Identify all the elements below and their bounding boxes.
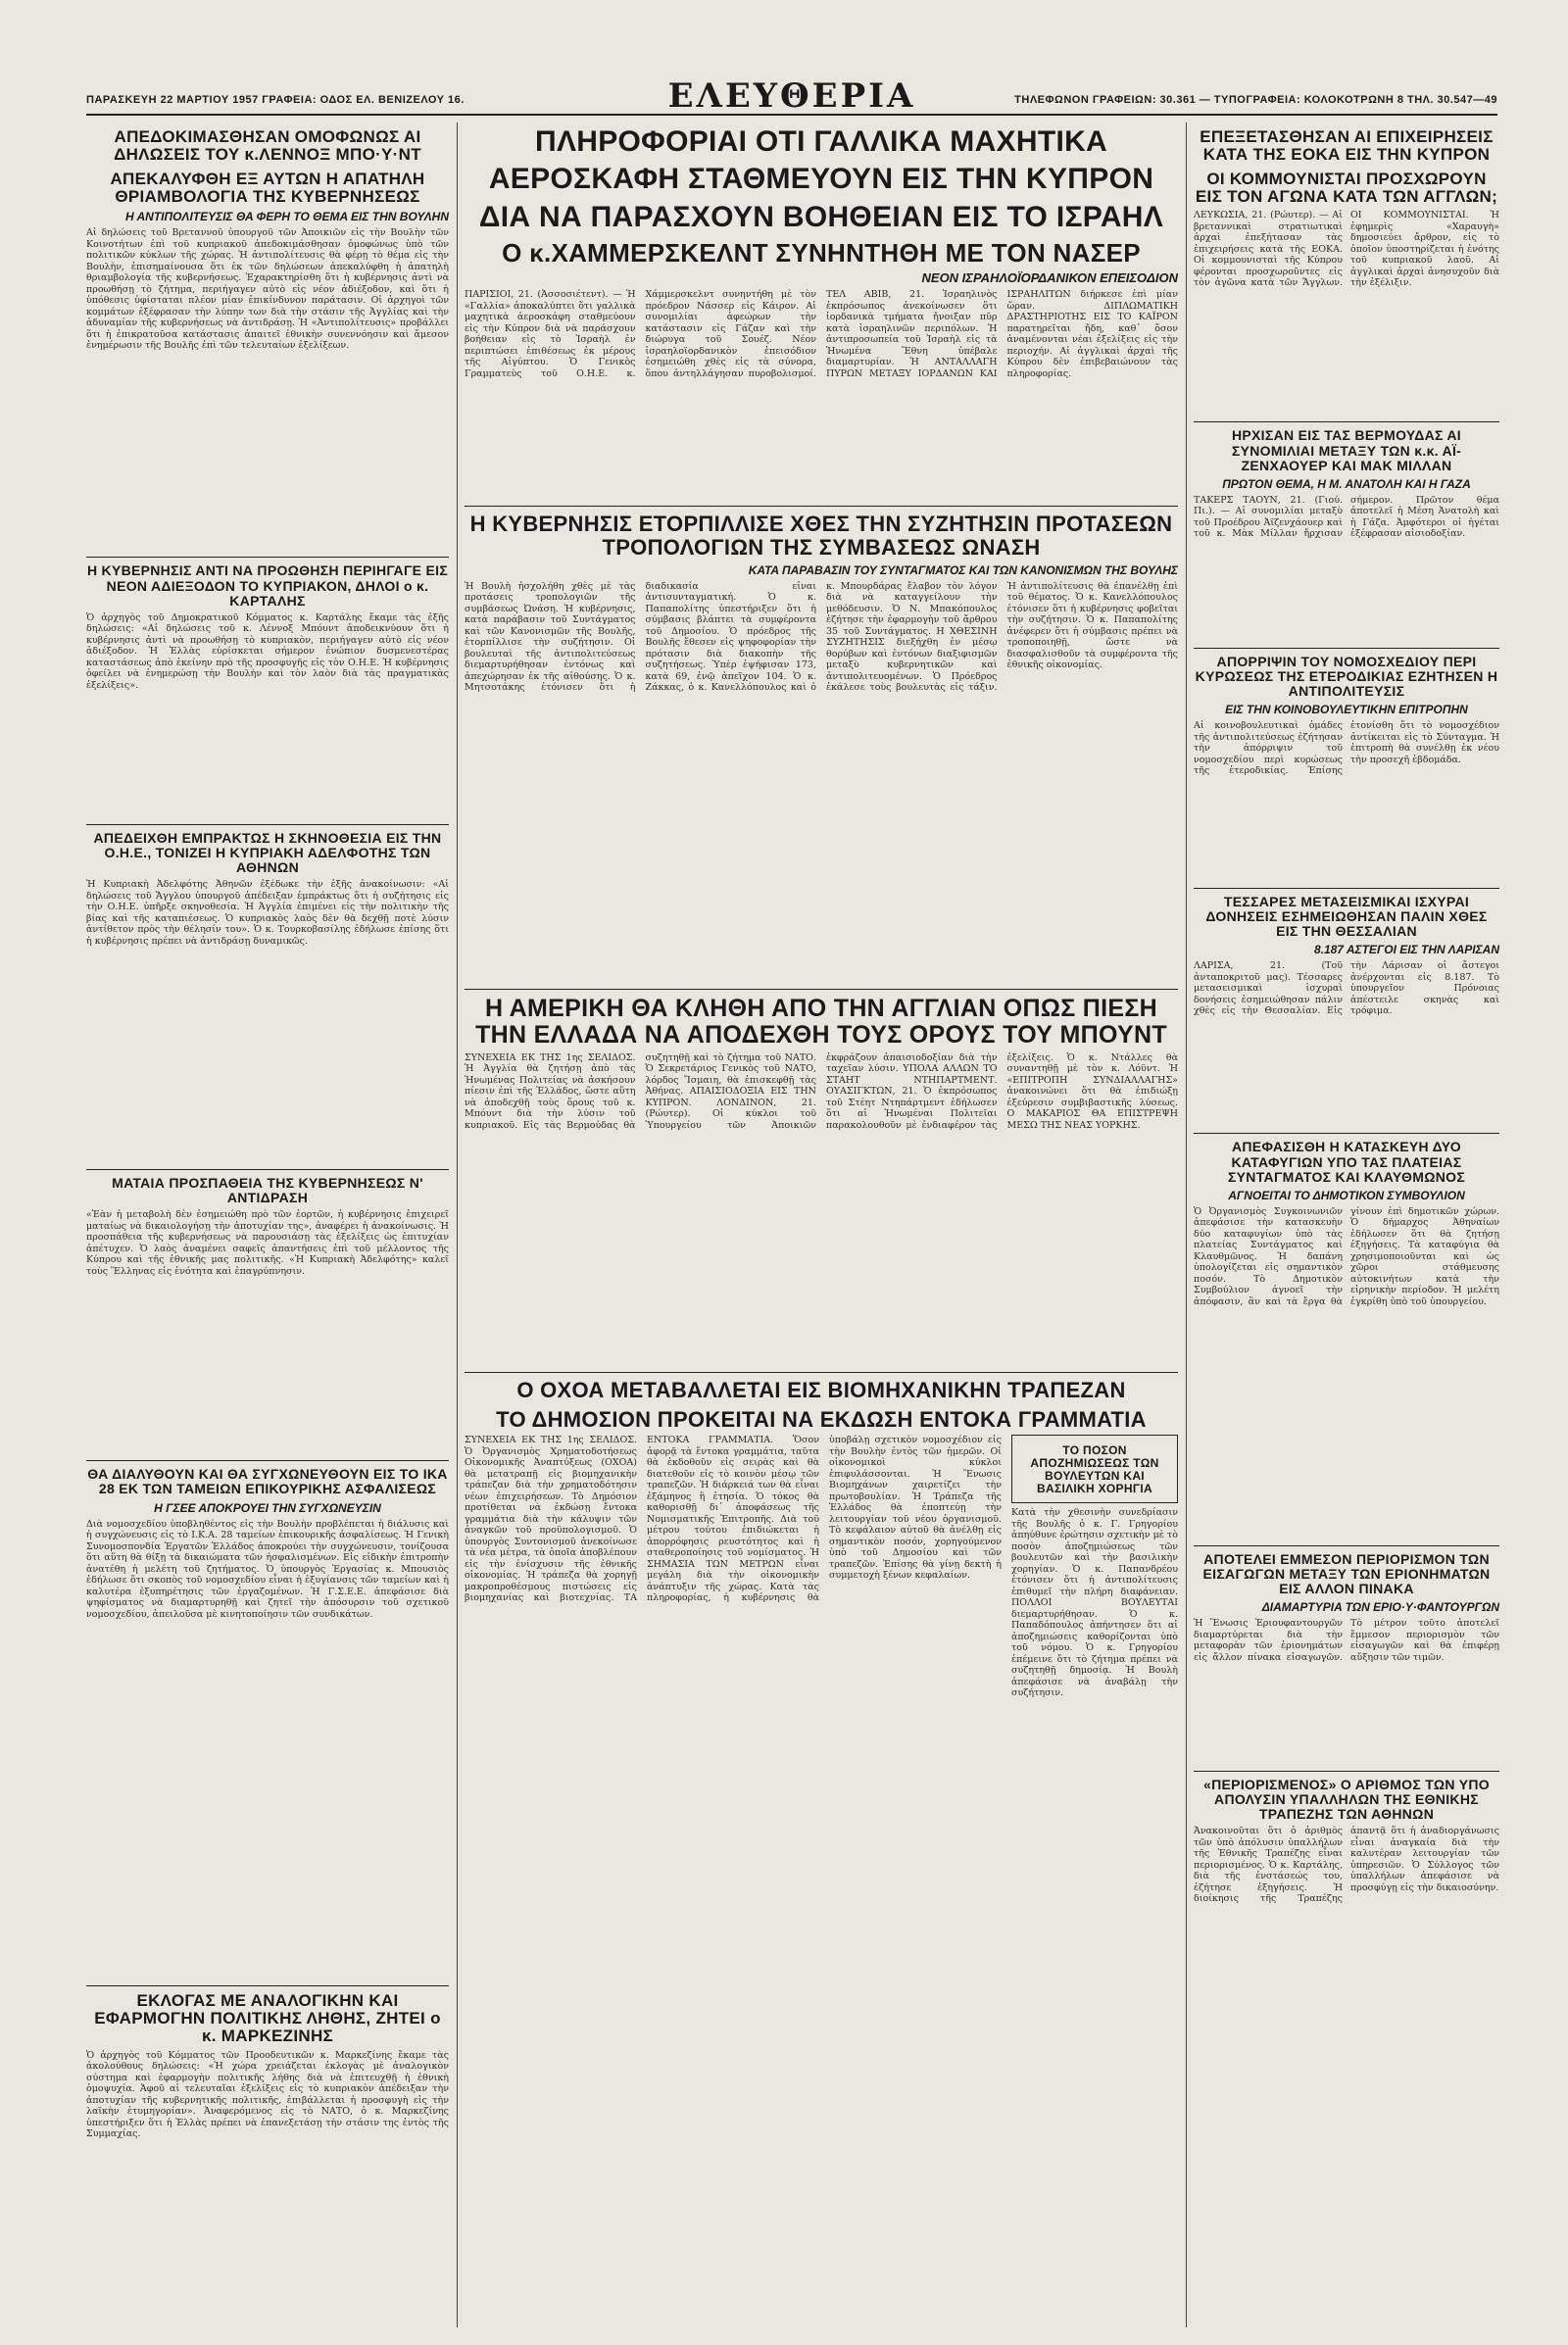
headline-communists: ΟΙ ΚΟΜΜΟΥΝΙΣΤΑΙ ΠΡΟΣΧΩΡΟΥΝ ΕΙΣ ΤΟΝ ΑΓΩΝΑ ΚΑΤΑ ΤΩΝ ΑΓΓΛΩΝ;	[1195, 169, 1498, 207]
headline-ika-merger: ΘΑ ΔΙΑΛΥΘΟΥΝ ΚΑΙ ΘΑ ΣΥΓΧΩΝΕΥΘΟΥΝ ΕΙΣ ΤΟ ΙΚΑ 28 ΕΚ ΤΩΝ ΤΑΜΕΙΩΝ ΕΠΙΚΟΥΡΙΚΗΣ ΑΣΦΑΛΙΣΕΩΣ	[87, 1466, 448, 1497]
headline-kartalis: Η ΚΥΒΕΡΝΗΣΙΣ ΑΝΤΙ ΝΑ ΠΡΟΩΘΗΣΗ ΠΕΡΙΗΓΑΓΕ ΕΙΣ ΝΕΟΝ ΑΔΙΕΞΟΔΟΝ ΤΟ ΚΥΠΡΙΑΚΟΝ, ΔΗΛΟΙ ο κ. ΚΑΡΤΑΛΗΣ	[86, 562, 449, 609]
masthead	[86, 76, 1497, 116]
banner-line-1: ΠΛΗΡΟΦΟΡΙΑΙ ΟΤΙ ΓΑΛΛΙΚΑ ΜΑΧΗΤΙΚΑ	[534, 125, 1108, 158]
article-body: «Ἐὰν ἡ μεταβολὴ δὲν ἐσημειώθη πρὸ τῶν ἑορτῶν, ἡ κυβέρνησις ἐπιχειρεῖ ματαίως νὰ δικαιολογήσῃ τὴν ἀποτυχίαν της», ἀναφέρει ἡ ἀνακοίνωσις. Ἡ προσπάθεια τῆς κυβερνήσεως νὰ παρουσιάσῃ τὰς ἐξελίξεις ὡς ἐπιτυχίαν ἀπέτυχεν. Ὁ λαὸς ἀναμένει σαφεῖς ἀπαντήσεις ἐπὶ τοῦ μέλλοντος τῆς Κύπρου καὶ τῆς ἐθνικῆς μας πολιτικῆς. «Ἡ Κυπριακὴ Ἀδελφότης» καλεῖ τοὺς Ἕλληνας εἰς ἑνότητα καὶ ἐπαγρύπνησιν.	[86, 1209, 449, 1277]
headline-treasury-bills: ΤΟ ΔΗΜΟΣΙΟΝ ΠΡΟΚΕΙΤΑΙ ΝΑ ΕΚΔΩΣΗ ΕΝΤΟΚΑ ΓΡΑΜΜΑΤΙΑ	[496, 1406, 1147, 1432]
left-column	[86, 122, 449, 2327]
headline-cypriot-brotherhood: ΑΠΕΔΕΙΧΘΗ ΕΜΠΡΑΚΤΩΣ Η ΣΚΗΝΟΘΕΣΙΑ ΕΙΣ ΤΗΝ Ο.Η.Ε., ΤΟΝΙΖΕΙ Η ΚΥΠΡΙΑΚΗ ΑΔΕΛΦΟΤΗΣ ΤΩΝ ΑΘΗΝΩΝ	[93, 829, 442, 875]
headline-futile-effort: ΜΑΤΑΙΑ ΠΡΟΣΠΑΘΕΙΑ ΤΗΣ ΚΥΒΕΡΝΗΣΕΩΣ Ν' ΑΝΤΙΔΡΑΣΗ	[112, 1175, 423, 1206]
banner-line-4: Ο κ.ΧΑΜΜΕΡΣΚΕΛΝΤ ΣΥΝΗΝΤΗΘΗ ΜΕ ΤΟΝ ΝΑΣΕΡ	[502, 238, 1141, 269]
headline-heterodikia: ΑΠΟΡΡΙΨΙΝ ΤΟΥ ΝΟΜΟΣΧΕΔΙΟΥ ΠΕΡΙ ΚΥΡΩΣΕΩΣ ΤΗΣ ΕΤΕΡΟΔΙΚΙΑΣ ΕΖΗΤΗΣΕΝ Η ΑΝΤΙΠΟΛΙΤΕΥΣΙΣ	[1195, 653, 1498, 699]
subhead-constitution: ΚΑΤΑ ΠΑΡΑΒΑΣΙΝ ΤΟΥ ΣΥΝΤΑΓΜΑΤΟΣ ΚΑΙ ΤΩΝ ΚΑΝΟΝΙΣΜΩΝ ΤΗΣ ΒΟΥΛΗΣ	[748, 562, 1178, 577]
article-body: Ἀνακοινοῦται ὅτι ὁ ἀριθμὸς τῶν ὑπὸ ἀπόλυσιν ὑπαλλήλων τῆς Ἐθνικῆς Τραπέζης εἶναι περιορισμένος. Ὁ κ. Καρτάλης, διὰ τῆς ἐνστάσεώς του, ἐζήτησε ἐξηγήσεις. Ἡ διοίκησις τῆς Τραπέζης ἀπαντᾷ ὅτι ἡ ἀναδιοργάνωσις εἶναι ἀναγκαία διὰ τὴν καλυτέραν λειτουργίαν τῶν ὑπηρεσιῶν. Ὁ Σύλλογος τῶν ὑπαλλήλων ἀπεφάσισε νὰ προσφύγῃ εἰς τὴν δικαιοσύνην.	[1194, 1826, 1499, 1905]
sidebar-box-column	[1011, 1435, 1178, 2258]
subhead-middle-east: ΠΡΩΤΟΝ ΘΕΜΑ, Η Μ. ΑΝΑΤΟΛΗ ΚΑΙ Η ΓΑΖΑ	[1222, 476, 1471, 491]
article-body: ΛΕΥΚΩΣΙΑ, 21. (Ρώυτερ). — Αἱ βρεταννικαὶ στρατιωτικαὶ ἀρχαὶ ἐπεξήτασαν τὰς ἐπιχειρήσεις κατὰ τῆς ΕΟΚΑ. Οἱ κομμουνισταὶ τῆς Κύπρου φέρονται προσχωροῦντες εἰς τὸν ἀγῶνα κατὰ τῶν Ἄγγλων. ΟΙ ΚΟΜΜΟΥΝΙΣΤΑΙ. Ἡ ἐφημερὶς «Χαραυγὴ» δημοσιεύει ἄρθρον, εἰς τὸ ὁποῖον ὑποστηρίζεται ἡ ἑνότης τοῦ κυπριακοῦ λαοῦ. Αἱ ἀγγλικαὶ ἀρχαὶ ἀνησυχοῦν διὰ τὴν ἐξέλιξιν.	[1194, 210, 1499, 289]
article-body: ΠΑΡΙΣΙΟΙ, 21. (Ἀσσοσιέτεντ). — Ἡ «Γαλλία» ἀποκαλύπτει ὅτι γαλλικὰ μαχητικὰ ἀεροσκάφη σταθμεύουν εἰς τὴν Κύπρον διὰ νὰ παράσχουν βοήθειαν εἰς τὸ Ἰσραὴλ ἐν περιπτώσει ἐπιθέσεως ἐκ μέρους τῆς Αἰγύπτου. Ὁ Γενικὸς Γραμματεὺς τοῦ Ο.Η.Ε. κ. Χάμμερσκελντ συνηντήθη μὲ τὸν πρόεδρον Νάσσερ εἰς Κάιρον. Αἱ συνομιλίαι ἀφεώρων τὴν κατάστασιν εἰς Γάζαν καὶ τὴν διώρυγα τοῦ Σουέζ. Νέον ἰσραηλοϊορδανικὸν ἐπεισόδιον ἐσημειώθη χθὲς εἰς τὰ σύνορα, ὅπου ἀντηλλάγησαν πυροβολισμοί. ΤΕΛ ΑΒΙΒ, 21. Ἰσραηλινὸς ἐκπρόσωπος ἀνεκοίνωσεν ὅτι ἰορδανικὰ τμήματα ἤνοιξαν πῦρ κατὰ ἰσραηλινῶν περιπόλων. Ἡ ἀντιπροσωπεία τοῦ Ἰσραὴλ εἰς τὰ Ἡνωμένα Ἔθνη ὑπέβαλε διαμαρτυρίαν. Ἡ ΑΝΤΑΛΛΑΓΗ ΠΥΡΩΝ ΜΕΤΑΞΥ ΙΟΡΔΑΝΩΝ ΚΑΙ ΙΣΡΑΗΛΙΤΩΝ διήρκεσε ἐπὶ μίαν ὥραν. ΔΙΠΛΩΜΑΤΙΚΗ ΔΡΑΣΤΗΡΙΟΤΗΣ ΕΙΣ ΤΟ ΚΑΪΡΟΝ παρατηρεῖται ἤδη, καθ᾽ ὅσον ἀναμένονται νέαι ἐξελίξεις εἰς τὴν περιοχήν. Αἱ ἀγγλικαὶ ἀρχαὶ τῆς Κύπρου δὲν ἐπιβεβαιώνουν τὰς πληροφορίας.	[465, 289, 1178, 379]
article-body: Ὁ Ὀργανισμὸς Συγκοινωνιῶν ἀπεφάσισε τὴν κατασκευὴν δύο καταφυγίων ὑπὸ τὰς πλατείας Συντάγματος καὶ Κλαυθμῶνος. Ἡ δαπάνη ὑπολογίζεται εἰς σημαντικὸν ποσόν. Τὸ Δημοτικὸν Συμβούλιον ἀγνοεῖ τὴν ἀπόφασιν, ἂν καὶ τὰ ἔργα θὰ γίνουν ἐπὶ δημοτικῶν χώρων. Ὁ δήμαρχος Ἀθηναίων ἐδήλωσεν ὅτι θὰ ζητήσῃ ἐξηγήσεις. Τὰ καταφύγια θὰ χρησιμοποιοῦνται καὶ ὡς χῶροι στάθμευσης αὐτοκινήτων κατὰ τὴν εἰρηνικὴν περίοδον. Ἡ μελέτη ἐγκρίθη ὑπὸ τοῦ ὑπουργείου.	[1194, 1205, 1499, 1307]
subhead-council: ΑΓΝΟΕΙΤΑΙ ΤΟ ΔΗΜΟΤΙΚΟΝ ΣΥΜΒΟΥΛΙΟΝ	[1228, 1188, 1465, 1202]
article-body: Αἱ δηλώσεις τοῦ Βρεταννοῦ ὑπουργοῦ τῶν Ἀποικιῶν εἰς τὴν Βουλὴν τῶν Κοινοτήτων ἐπὶ τοῦ κυπριακοῦ ἀπεδοκιμάσθησαν ὁμοφώνως ὑπὸ τῶν πολιτικῶν κύκλων τῆς χώρας. Ἡ ἀντιπολίτευσις θὰ φέρῃ τὸ θέμα εἰς τὴν Βουλὴν, ἐπισημαίνουσα ὅτι ἐκ τῶν δηλώσεων ἀπεκαλύφθη ἡ ἀπατηλὴ θριαμβολογία τῆς κυβερνήσεως. Ἐχαρακτηρίσθη ὅτι ἡ κυβέρνησις ἀντὶ νὰ προωθήσῃ τὸ ζήτημα, περιήγαγεν αὐτὸ εἰς νέον ἀδιέξοδον, καὶ ὅτι ἡ ὑπόθεσις ὑφίσταται πλέον μίαν ἐπικίνδυνον παράτασιν. Οἱ ἀρχηγοὶ τῶν κομμάτων ἐξέφρασαν τὴν λύπην των διὰ τὴν στάσιν τῆς Ἀγγλίας καὶ τὴν ἀδυναμίαν τῆς κυβερνήσεως νὰ ἀντιδράσῃ. Ἡ «Ἀντιπολίτευσις» προβάλλει ὅτι ἡ ἐπικρατοῦσα κατάστασις ἀπαιτεῖ ἐθνικὴν συνεννόησιν καὶ ἄμεσον ἐνημέρωσιν τῆς Βουλῆς ἐπὶ τῶν τελευταίων ἐξελίξεων.	[86, 227, 449, 352]
headline-oxoa: Ο ΟΧΟΑ ΜΕΤΑΒΑΛΛΕΤΑΙ ΕΙΣ ΒΙΟΜΗΧΑΝΙΚΗΝ ΤΡΑΠΕΖΑΝ	[516, 1377, 1126, 1402]
article-body: Ἡ Κυπριακὴ Ἀδελφότης Ἀθηνῶν ἐξέδωκε τὴν ἑξῆς ἀνακοίνωσιν: «Αἱ δηλώσεις τοῦ Ἄγγλου ὑπουργοῦ ἀπέδειξαν ἐμπράκτως ὅτι ἡ συζήτησις εἰς τὴν Ο.Η.Ε. ὑπῆρξε σκηνοθεσία. Ἡ Ἀγγλία ἐπιμένει εἰς τὴν πολιτικὴν τῆς βίας καὶ τῆς καταπιέσεως. Ὁ κυπριακὸς λαὸς δὲν θὰ δεχθῇ ποτὲ λύσιν ἀντίθετον πρὸς τὴν θέλησίν του». Ὁ κ. Τουρκοβασίλης ἐδήλωσε ἐπίσης ὅτι ἡ κυβέρνησις πρέπει νὰ ἀντιδράσῃ δυναμικῶς.	[86, 879, 449, 947]
center-columns	[465, 122, 1178, 2327]
subhead-committee: ΕΙΣ ΤΗΝ ΚΟΙΝΟΒΟΥΛΕΥΤΙΚΗΝ ΕΠΙΤΡΟΠΗΝ	[1225, 703, 1468, 717]
banner-line-2: ΑΕΡΟΣΚΑΦΗ ΣΤΑΘΜΕΥΟΥΝ ΕΙΣ ΤΗΝ ΚΥΠΡΟΝ	[488, 163, 1154, 196]
headline-national-bank: «ΠΕΡΙΟΡΙΣΜΕΝΟΣ» Ο ΑΡΙΘΜΟΣ ΤΩΝ ΥΠΟ ΑΠΟΛΥΣΙΝ ΥΠΑΛΛΗΛΩΝ ΤΗΣ ΕΘΝΙΚΗΣ ΤΡΑΠΕΖΗΣ ΤΩΝ ΑΘΗΝΩΝ	[1203, 1777, 1490, 1823]
column-rule	[457, 122, 458, 2327]
masthead-phones: ΤΗΛΕΦΩΝΟΝ ΓΡΑΦΕΙΩΝ: 30.361 — ΤΥΠΟΓΡΑΦΕΙΑ: ΚΟΛΟΚΟΤΡΩΝΗ 8 ΤΗΛ. 30.547—49	[1014, 94, 1497, 106]
headline-eoka-operations: ΕΠΕΞΕΤΑΣΘΗΣΑΝ ΑΙ ΕΠΙΧΕΙΡΗΣΕΙΣ ΚΑΤΑ ΤΗΣ ΕΟΚΑ ΕΙΣ ΤΗΝ ΚΥΠΡΟΝ	[1200, 127, 1494, 165]
headline-markezinis: ΕΚΛΟΓΑΣ ΜΕ ΑΝΑΛΟΓΙΚΗΝ ΚΑΙ ΕΦΑΡΜΟΓΗΝ ΠΟΛΙΤΙΚΗΣ ΛΗΘΗΣ, ΖΗΤΕΙ ο κ. ΜΑΡΚΕΖΙΝΗΣ	[94, 1990, 441, 2046]
article-body: ΛΑΡΙΣΑ, 21. (Τοῦ ἀνταποκριτοῦ μας). Τέσσαρες μετασεισμικαὶ ἰσχυραὶ δονήσεις ἐσημειώθησαν πάλιν χθὲς εἰς τὴν Θεσσαλίαν. Εἰς τὴν Λάρισαν οἱ ἄστεγοι ἀνέρχονται εἰς 8.187. Τὸ ὑπουργεῖον Πρόνοιας ἀπέστειλε σκηνὰς καὶ τρόφιμα.	[1194, 960, 1499, 1017]
article-body: Ἡ Βουλὴ ἠσχολήθη χθὲς μὲ τὰς προτάσεις τροπολογιῶν τῆς συμβάσεως Ὠνάση. Ἡ κυβέρνησις, κατὰ παράβασιν τοῦ Συντάγματος καὶ τῶν Κανονισμῶν τῆς Βουλῆς, ἐτορπίλλισε τὴν συζήτησιν. Οἱ βουλευταὶ τῆς ἀντιπολιτεύσεως διεμαρτυρήθησαν ἐντόνως καὶ ἀπεχώρησαν ἐκ τῆς αἰθούσης. Ὁ κ. Μητσοτάκης ἐτόνισεν ὅτι ἡ διαδικασία εἶναι ἀντισυνταγματική. Ὁ κ. Παπαπολίτης ὑπεστήριξεν ὅτι ἡ σύμβασις βλάπτει τὰ συμφέροντα τοῦ Δημοσίου. Ὁ πρόεδρος τῆς Βουλῆς ἔθεσεν εἰς ψηφοφορίαν τὴν πρότασιν διὰ διακοπὴν τῆς συζητήσεως. Ὑπὲρ ἐψήφισαν 173, κατὰ 69, ἐνῷ ἀπεῖχον 104. Ὁ κ. Ζάκκας, ὁ κ. Κανελλόπουλος καὶ ὁ κ. Μπουρδάρας ἔλαβον τὸν λόγον διὰ νὰ καταγγείλουν τὴν μεθόδευσιν. Ὁ Ν. Μπακόπουλος ἐζήτησε τὴν ἐφαρμογὴν τοῦ ἄρθρου 35 τοῦ Συντάγματος. Η ΧΘΕΣΙΝΗ ΣΥΖΗΤΗΣΙΣ διεξήχθη ἐν μέσῳ θορύβων καὶ ἐντόνων διαξιφισμῶν μεταξὺ κυβερνητικῶν καὶ ἀντιπολιτευομένων. Ὁ Πρόεδρος ἐκάλεσε τοὺς βουλευτὰς εἰς τάξιν. Ἡ ἀντιπολίτευσις θὰ ἐπανέλθῃ ἐπὶ τοῦ θέματος. Ὁ κ. Κανελλόπουλος ἐτόνισεν ὅτι ἡ κυβέρνησις φοβεῖται τὴν συζήτησιν. Ὁ κ. Παπαπολίτης ἀνέφερεν ὅτι ἡ σύμβασις πρέπει νὰ τροποποιηθῇ, ὥστε νὰ διασφαλισθοῦν τὰ συμφέροντα τῆς ἐθνικῆς οἰκονομίας.	[465, 580, 1178, 694]
right-column	[1194, 122, 1499, 2327]
article-body: Ὁ ἀρχηγὸς τοῦ Δημοκρατικοῦ Κόμματος κ. Καρτάλης ἔκαμε τὰς ἑξῆς δηλώσεις: «Αἱ δηλώσεις τοῦ κ. Λέννοξ Μπόυντ ἀποδεικνύουν ὅτι ἡ κυβέρνησις ἀντὶ νὰ προωθήσῃ τὸ κυπριακὸν, περιήγαγεν αὐτὸ εἰς νέον ἀδιέξοδον. Ἡ Ἑλλὰς εὑρίσκεται σήμερον ἐνώπιον δυσμενεστέρας καταστάσεως ἀπὸ ἐκείνην πρὸ τῆς προσφυγῆς εἰς τὸν Ο.Η.Ε. Ἡ κυβέρνησις ὀφείλει νὰ ἐνημερώσῃ τὴν Βουλὴν καὶ τὸν λαὸν διὰ τὰς πραγματικὰς ἐξελίξεις».	[86, 611, 449, 691]
column-rule	[1186, 122, 1187, 2327]
article-body: Κατὰ τὴν χθεσινὴν συνεδρίασιν τῆς Βουλῆς ὁ κ. Γ. Γρηγορίου ἀπηύθυνε ἐρώτησιν σχετικὴν μὲ τὸ ποσὸν ἀποζημιώσεως τῶν βουλευτῶν καὶ τὴν βασιλικὴν χορηγίαν. Ὁ κ. Παπανδρέου ἐτόνισεν ὅτι ἡ ἀντιπολίτευσις ἐπιθυμεῖ τὴν πλήρη διαφάνειαν. ΠΟΛΛΟΙ ΒΟΥΛΕΥΤΑΙ διεμαρτυρήθησαν. Ὁ κ. Παπαδόπουλος ἀπήντησεν ὅτι αἱ ἀποζημιώσεις καθορίζονται ὑπὸ τοῦ νόμου. Ὁ κ. Γρηγορίου ἐπέμεινε ὅτι τὸ ζήτημα πρέπει νὰ συζητηθῇ δημοσίᾳ. Ἡ Βουλὴ ἀπεφάσισε νὰ ἀναβάλῃ τὴν συζήτησιν.	[1011, 1507, 1178, 1699]
subhead-incident: ΝΕΟΝ ΙΣΡΑΗΛΟΪΟΡΔΑΝΙΚΟΝ ΕΠΕΙΣΟΔΙΟΝ	[921, 270, 1178, 286]
masthead-date-address: ΠΑΡΑΣΚΕΥΗ 22 ΜΑΡΤΙΟΥ 1957 ΓΡΑΦΕΙΑ: ΟΔΟΣ ΕΛ. ΒΕΝΙΖΕΛΟΥ 16.	[86, 94, 465, 106]
headline-bermuda: ΗΡΧΙΣΑΝ ΕΙΣ ΤΑΣ ΒΕΡΜΟΥΔΑΣ ΑΙ ΣΥΝΟΜΙΛΙΑΙ ΜΕΤΑΞΥ ΤΩΝ κ.κ. ΑΪ-ΖΕΝΧΑΟΥΕΡ ΚΑΙ ΜΑΚ ΜΙΛΛΑΝ	[1231, 427, 1462, 473]
article-body: ΣΥΝΕΧΕΙΑ ΕΚ ΤΗΣ 1ης ΣΕΛΙΔΟΣ. Ὁ Ὀργανισμὸς Χρηματοδοτήσεως Οἰκονομικῆς Ἀναπτύξεως (ΟΧΟΑ) θὰ μετατραπῇ εἰς βιομηχανικὴν τράπεζαν διὰ τὴν χρηματοδότησιν νέων ἐπιχειρήσεων. Τὸ Δημόσιον προτίθεται νὰ ἐκδώσῃ ἔντοκα γραμμάτια διὰ τὴν κάλυψιν τῶν ἀναγκῶν τοῦ προϋπολογισμοῦ. Ὁ ὑπουργὸς Συντονισμοῦ ἀνεκοίνωσε τὰ νέα μέτρα, τὰ ὁποῖα ἀποβλέπουν εἰς τὴν ἐνίσχυσιν τῆς ἐθνικῆς οἰκονομίας. Ἡ τράπεζα θὰ χορηγῇ μακροπροθέσμους πιστώσεις εἰς βιομηχανίας καὶ βιοτεχνίας. ΤΑ ΕΝΤΟΚΑ ΓΡΑΜΜΑΤΙΑ. Ὅσον ἀφορᾷ τὰ ἔντοκα γραμμάτια, ταῦτα θὰ ἐκδοθοῦν εἰς σειρὰς καὶ θὰ διατεθοῦν εἰς τὸ κοινὸν μέσῳ τῶν τραπεζῶν. Ἡ διάρκειά των θὰ εἶναι ἐξάμηνος ἢ ἐτησία. Ὁ τόκος θὰ καθορισθῇ δι᾽ ἀποφάσεως τῆς Νομισματικῆς Ἐπιτροπῆς. Διὰ τοῦ μέτρου τούτου ἐπιδιώκεται ἡ ἀπορρόφησις ρευστότητος καὶ ἡ σταθεροποίησις τοῦ νομίσματος. Ἡ ΣΗΜΑΣΙΑ ΤΩΝ ΜΕΤΡΩΝ εἶναι μεγάλη διὰ τὴν οἰκονομικὴν ἀνάπτυξιν τῆς χώρας. Κατὰ τὰς πληροφορίας, ἡ κυβέρνησις θὰ ὑποβάλῃ σχετικὸν νομοσχέδιον εἰς τὴν Βουλὴν ἐντὸς τῶν ἡμερῶν. Οἱ οἰκονομικοὶ κύκλοι ἐπιφυλάσσονται. Ἡ Ἕνωσις Βιομηχάνων χαιρετίζει τὴν πρωτοβουλίαν. Ἡ Τράπεζα τῆς Ἑλλάδος θὰ ἐποπτεύῃ τὴν λειτουργίαν τοῦ νέου ὀργανισμοῦ. Τὸ κεφάλαιον αὐτοῦ θὰ ἀνέλθῃ εἰς σημαντικὸν ποσόν, χορηγούμενον ὑπὸ τοῦ Δημοσίου καὶ τῶν τραπεζῶν. Ἐπίσης θὰ γίνῃ δεκτὴ ἡ συμμετοχὴ ξένων κεφαλαίων.	[465, 1435, 1002, 1604]
subhead-gsee: Η ΓΣΕΕ ΑΠΟΚΡΟΥΕΙ ΤΗΝ ΣΥΓΧΩΝΕΥΣΙΝ	[154, 1500, 381, 1515]
headline-shelters: ΑΠΕΦΑΣΙΣΘΗ Η ΚΑΤΑΣΚΕΥΗ ΔΥΟ ΚΑΤΑΦΥΓΙΩΝ ΥΠΟ ΤΑΣ ΠΛΑΤΕΙΑΣ ΣΥΝΤΑΓΜΑΤΟΣ ΚΑΙ ΚΛΑΥΘΜΩΝΟΣ	[1227, 1139, 1466, 1185]
article-body: Ἡ Ἕνωσις Ἐριουφαντουργῶν διαμαρτύρεται διὰ τὴν μεταφορὰν τῶν ἐριονημάτων εἰς ἄλλον πίνακα εἰσαγωγῶν. Τὸ μέτρον τοῦτο ἀποτελεῖ ἔμμεσον περιορισμὸν τῶν εἰσαγωγῶν καὶ θὰ ἐπιφέρῃ αὔξησιν τῶν τιμῶν.	[1194, 1618, 1499, 1663]
subhead-weavers: ΔΙΑΜΑΡΤΥΡΙΑ ΤΩΝ ΕΡΙΟ·Υ·ΦΑΝΤΟΥΡΓΩΝ	[1261, 1600, 1499, 1615]
box-headline: ΤΟ ΠΟΣΟΝ ΑΠΟΖΗΜΙΩΣΕΩΣ ΤΩΝ ΒΟΥΛΕΥΤΩΝ ΚΑΙ ΒΑΣΙΛΙΚΗ ΧΟΡΗΓΙΑ	[1030, 1443, 1159, 1496]
subhead-opposition: Η ΑΝΤΙΠΟΛΙΤΕΥΣΙΣ ΘΑ ΦΕΡΗ ΤΟ ΘΕΜΑ ΕΙΣ ΤΗΝ ΒΟΥΛΗΝ	[124, 210, 449, 224]
headline-bond-statements: ΑΠΕΔΟΚΙΜΑΣΘΗΣΑΝ ΟΜΟΦΩΝΩΣ ΑΙ ΔΗΛΩΣΕΙΣ ΤΟΥ κ.ΛΕΝΝΟΞ ΜΠΟ·Υ·ΝΤ	[114, 127, 421, 165]
article-body: ΣΥΝΕΧΕΙΑ ΕΚ ΤΗΣ 1ης ΣΕΛΙΔΟΣ. Ἡ Ἀγγλία θὰ ζητήσῃ ἀπὸ τὰς Ἡνωμένας Πολιτείας νὰ ἀσκήσουν πίεσιν ἐπὶ τῆς Ἑλλάδος, ὥστε αὕτη νὰ ἀποδεχθῇ τοὺς ὅρους τοῦ κ. Μπόυντ διὰ τὴν λύσιν τοῦ κυπριακοῦ. Εἰς τὰς Βερμούδας θὰ συζητηθῇ καὶ τὸ ζήτημα τοῦ ΝΑΤΟ. Ὁ Σεκρετάριος Γενικὸς τοῦ ΝΑΤΟ, λόρδος Ἴσμαιη, θὰ ἐπισκεφθῇ τὰς Ἀθήνας. ΑΠΑΙΣΙΟΔΟΞΙΑ ΕΙΣ ΤΗΝ ΚΥΠΡΟΝ. ΛΟΝΔΙΝΟΝ, 21. (Ρώυτερ). Οἱ κύκλοι τοῦ Ὑπουργείου τῶν Ἀποικιῶν ἐκφράζουν ἀπαισιοδοξίαν διὰ τὴν ταχεῖαν λύσιν. ΥΠΟΛΑ ΑΛΛΩΝ ΤΟ ΣΤΑΗΤ ΝΤΗΠΑΡΤΜΕΝΤ. ΟΥΑΣΙΓΚΤΩΝ, 21. Ὁ ἐκπρόσωπος τοῦ Στέητ Ντηπάρτμεντ ἐδήλωσεν ὅτι αἱ Ἡνωμέναι Πολιτεῖαι παρακολουθοῦν μὲ ἐνδιαφέρον τὰς ἐξελίξεις. Ὁ κ. Ντάλλες θὰ συναντηθῇ μὲ τὸν κ. Λόϋντ. Ἡ «ΕΠΙΤΡΟΠΗ ΣΥΝΔΙΑΛΛΑΓΗΣ» ἀνακοινώνει ὅτι θὰ ἐπιδιώξῃ ἐξεύρεσιν συμβιβαστικῆς λύσεως. Ο ΜΑΚΑΡΙΟΣ ΘΑ ΕΠΙΣΤΡΕΨΗ ΜΕΣΩ ΤΗΣ ΝΕΑΣ ΥΟΡΚΗΣ.	[465, 1051, 1178, 1131]
article-body: Αἱ κοινοβουλευτικαὶ ὁμάδες τῆς ἀντιπολιτεύσεως ἐζήτησαν τὴν ἀπόρριψιν τοῦ νομοσχεδίου περὶ κυρώσεως τῆς ἑτεροδικίας. Ἐπίσης ἐτονίσθη ὅτι τὸ νομοσχέδιον ἀντίκειται εἰς τὸ Σύνταγμα. Ἡ ἐπιτροπὴ θὰ συνέλθῃ ἐκ νέου τὴν προσεχῆ ἑβδομάδα.	[1194, 720, 1499, 777]
headline-onassis: Η ΚΥΒΕΡΝΗΣΙΣ ΕΤΟΡΠΙΛΛΙΣΕ ΧΘΕΣ ΤΗΝ ΣΥΖΗΤΗΣΙΝ ΠΡΟΤΑΣΕΩΝ ΤΡΟΠΟΛΟΓΙΩΝ ΤΗΣ ΣΥΜΒΑΣΕΩΣ ΩΝΑΣΗ	[469, 512, 1173, 560]
boxed-article	[1011, 1435, 1178, 1503]
article-body: ΤΑΚΕΡΣ ΤΑΟΥΝ, 21. (Γιού. Πι.). — Αἱ συνομιλίαι μεταξὺ τοῦ Προέδρου Ἀϊζενχάουερ καὶ τοῦ κ. Μὰκ Μίλλαν ἤρχισαν σήμερον. Πρῶτον θέμα ἀποτελεῖ ἡ Μέση Ἀνατολὴ καὶ ἡ Γάζα. Ἀμφότεροι οἱ ἡγέται ἐξέφρασαν αἰσιοδοξίαν.	[1194, 494, 1499, 540]
subhead-homeless: 8.187 ΑΣΤΕΓΟΙ ΕΙΣ ΤΗΝ ΛΑΡΙΣΑΝ	[1313, 943, 1499, 957]
article-body: Ὁ ἀρχηγὸς τοῦ Κόμματος τῶν Προοδευτικῶν κ. Μαρκεζίνης ἔκαμε τὰς ἀκολούθους δηλώσεις: «Ἡ χώρα χρειάζεται ἐκλογὰς μὲ ἀναλογικὸν σύστημα καὶ ἐφαρμογὴν πολιτικῆς λήθης διὰ νὰ ἐπιτευχθῇ ἡ ἐθνικὴ ὁμοψυχία. Ἀφοῦ αἱ τελευταῖαι ἐξελίξεις εἰς τὸ κυπριακὸν ἀπέδειξαν τὴν ἀποτυχίαν τῆς κυβερνητικῆς πολιτικῆς, ἐπιβάλλεται ἡ προσφυγὴ εἰς τὴν λαϊκὴν ἐτυμηγορίαν». Ἀναφερόμενος εἰς τὸ ΝΑΤΟ, ὁ κ. Μαρκεζίνης ὑπεστήριξεν ὅτι ἡ Ἑλλὰς πρέπει νὰ ἐπανεξετάσῃ τὴν στάσιν της ἐντὸς τῆς Συμμαχίας.	[86, 2049, 449, 2140]
banner-line-3: ΔΙΑ ΝΑ ΠΑΡΑΣΧΟΥΝ ΒΟΗΘΕΙΑΝ ΕΙΣ ΤΟ ΙΣΡΑΗΛ	[478, 200, 1164, 233]
article-body: Διὰ νομοσχεδίου ὑποβληθέντος εἰς τὴν Βουλὴν προβλέπεται ἡ διάλυσις καὶ ἡ συγχώνευσις εἰς τὸ Ι.Κ.Α. 28 ταμείων ἐπικουρικῆς ἀσφαλίσεως. Ἡ Γενικὴ Συνομοσπονδία Ἐργατῶν Ἑλλάδος ἀποκρούει τὴν συγχώνευσιν, τονίζουσα ὅτι αὕτη θὰ θίξῃ τὰ δικαιώματα τῶν ἠσφαλισμένων. Εἰς εἰδικὴν ἐπιτροπὴν ἀνατέθη ἡ μελέτη τοῦ ζητήματος. Ὁ ὑπουργὸς Ἐργασίας κ. Μπουσιὸς ἐδήλωσε ὅτι σκοπὸς τοῦ νομοσχεδίου εἶναι ἡ ἐξυγίανσις τῶν ταμείων καὶ ἡ καλυτέρα ἐξυπηρέτησις τῶν ἐργαζομένων. Ἡ Γ.Σ.Ε.Ε. ἀπεφάσισε διὰ ψηφίσματος νὰ διαμαρτυρηθῇ καὶ ζητεῖ τὴν ἀπόσυρσιν τοῦ σχετικοῦ νομοσχεδίου, ἀπειλοῦσα μὲ κινητοποίησιν τῶν συνδικάτων.	[86, 1518, 449, 1620]
headline-government-deception: ΑΠΕΚΑΛΥΦΘΗ ΕΞ ΑΥΤΩΝ Η ΑΠΑΤΗΛΗ ΘΡΙΑΜΒΟΛΟΓΙΑ ΤΗΣ ΚΥΒΕΡΝΗΣΕΩΣ	[110, 169, 425, 207]
newspaper-title: ΕΛΕΥΘΕΡΙΑ	[667, 76, 916, 116]
headline-imports: ΑΠΟΤΕΛΕΙ ΕΜΜΕΣΟΝ ΠΕΡΙΟΡΙΣΜΟΝ ΤΩΝ ΕΙΣΑΓΩΓΩΝ ΜΕΤΑΞΥ ΤΩΝ ΕΡΙΟΝΗΜΑΤΩΝ ΕΙΣ ΑΛΛΟΝ ΠΙΝΑΚΑ	[1202, 1550, 1491, 1596]
headline-earthquakes: ΤΕΣΣΑΡΕΣ ΜΕΤΑΣΕΙΣΜΙΚΑΙ ΙΣΧΥΡΑΙ ΔΟΝΗΣΕΙΣ ΕΣΗΜΕΙΩΘΗΣΑΝ ΠΑΛΙΝ ΧΘΕΣ ΕΙΣ ΤΗΝ ΘΕΣΣΑΛΙΑΝ	[1205, 894, 1488, 940]
headline-america-pressure: Η ΑΜΕΡΙΚΗ ΘΑ ΚΛΗΘΗ ΑΠΟ ΤΗΝ ΑΓΓΛΙΑΝ ΟΠΩΣ ΠΙΕΣΗ ΤΗΝ ΕΛΛΑΔΑ ΝΑ ΑΠΟΔΕΧΘΗ ΤΟΥΣ ΟΡΟΥΣ ΤΟΥ ΜΠΟΥΝΤ	[475, 994, 1167, 1049]
